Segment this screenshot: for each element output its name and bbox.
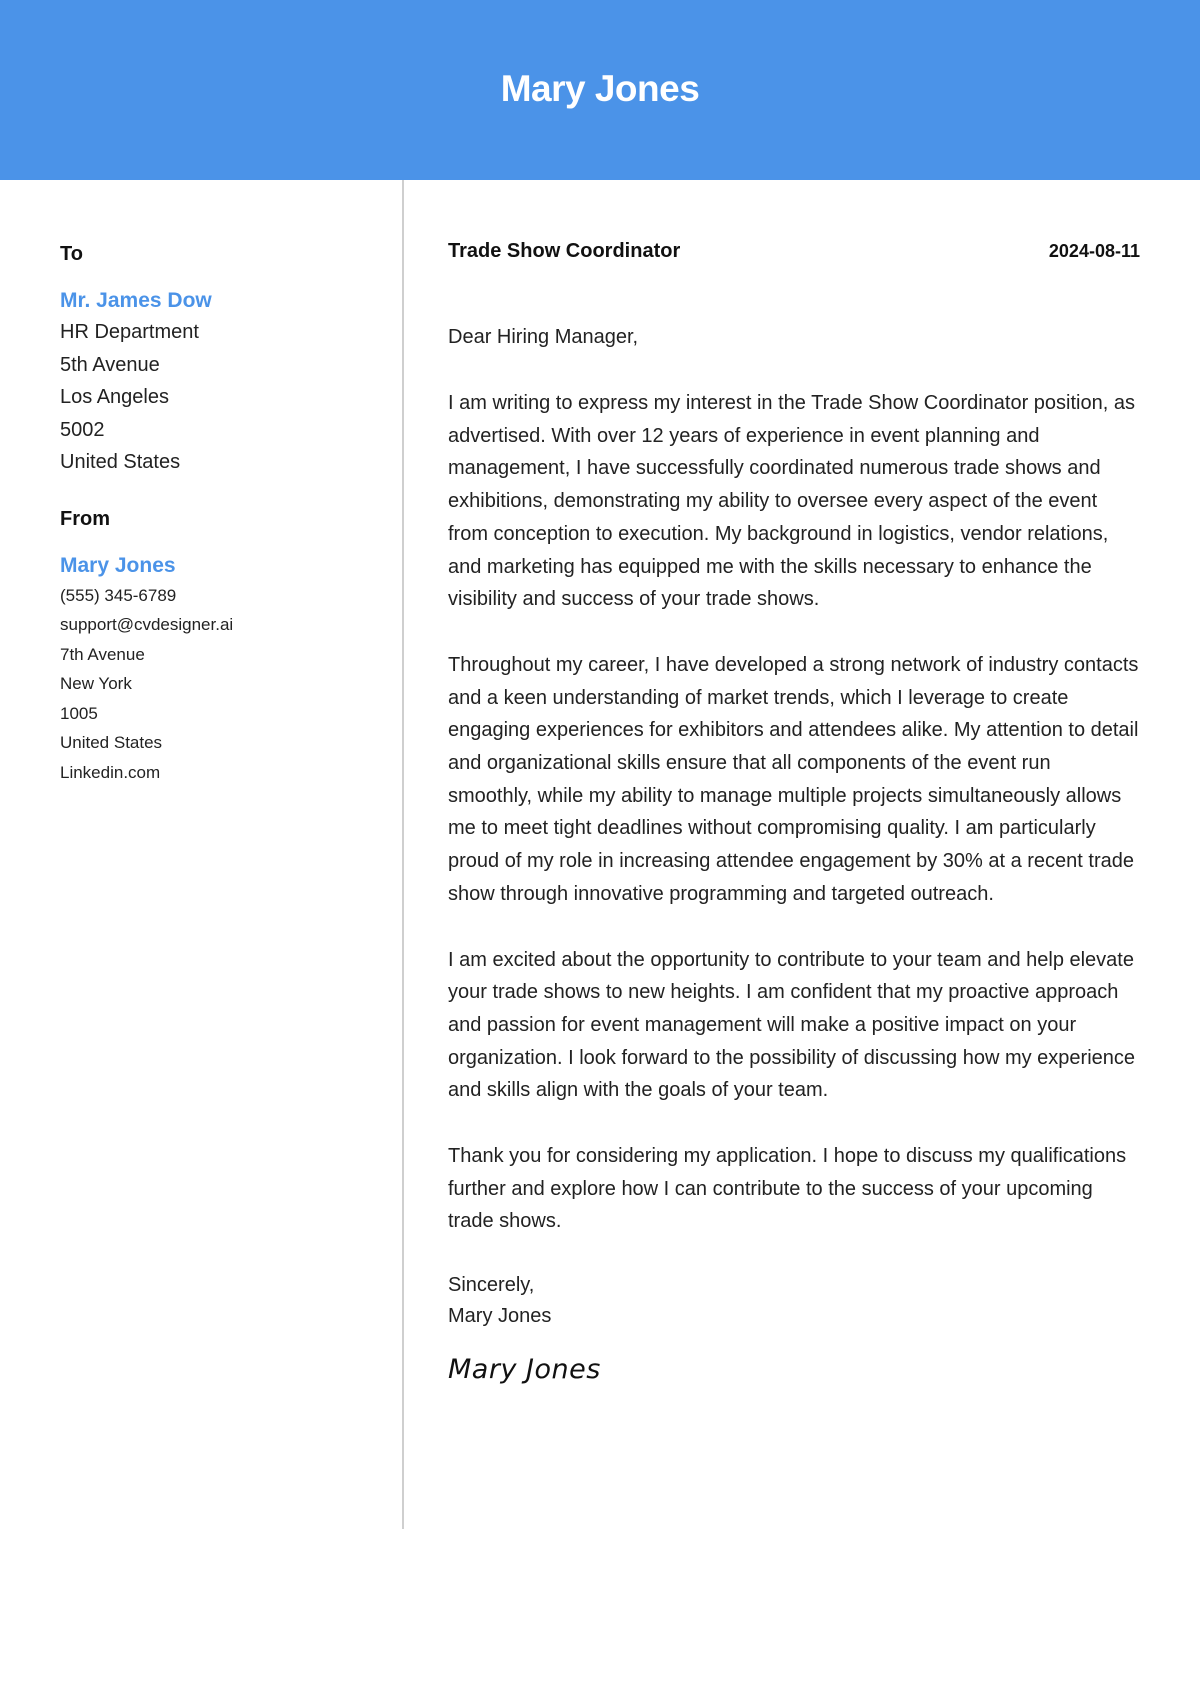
greeting: Dear Hiring Manager, — [448, 326, 639, 348]
sender-city: New York — [60, 674, 132, 693]
recipient-city: Los Angeles — [60, 386, 169, 408]
paragraph-4: Thank you for considering my application. I hope to discuss my qualifications further and explore how I can contribute to the success of your upcoming trade shows. — [448, 1145, 1127, 1233]
sender-email: support@cvdesigner.ai — [60, 615, 234, 634]
handwritten-signature: Mary Jones — [448, 1354, 601, 1386]
closing-name: Mary Jones — [448, 1305, 552, 1328]
recipient-department: HR Department — [60, 321, 199, 343]
letter-title-row — [448, 240, 1140, 274]
recipient-block — [60, 240, 380, 479]
to-heading: To — [60, 243, 83, 265]
recipient-postal-code: 5002 — [60, 418, 105, 441]
sender-street: 7th Avenue — [60, 644, 145, 664]
sender-phone: (555) 345-6789 — [60, 585, 177, 605]
recipient-street: 5th Avenue — [60, 353, 160, 376]
applicant-name-title: Mary Jones — [500, 68, 700, 109]
letter-date: 2024-08-11 — [1048, 241, 1140, 261]
job-title: Trade Show Coordinator — [448, 240, 681, 262]
sidebar — [60, 240, 380, 787]
sender-linkedin: Linkedin.com — [60, 762, 161, 782]
letter-body — [448, 240, 1140, 1385]
sender-country: United States — [60, 733, 163, 752]
header-banner — [0, 0, 1200, 180]
paragraph-3: I am excited about the opportunity to contribute to your team and help elevate your trade shows to new heights. I am confident that my proactive approach and passion for event management will make a positive impact on your organization. I look forward to the possibility of discussing how my experience and skills align with the goals of your team. — [448, 948, 1136, 1102]
recipient-country: United States — [60, 451, 181, 473]
sender-name: Mary Jones — [60, 553, 176, 577]
column-divider — [402, 180, 404, 1529]
from-heading: From — [60, 507, 110, 530]
paragraph-1: I am writing to express my interest in the Trade Show Coordinator position, as advertised. With over 12 years of experience in event planning and management, I have successfully coordinated numerous trade shows and exhibitions, demonstrating my ability to oversee every aspect of the event from conception to execution. My background in logistics, vendor relations, and marketing has equipped me with the skills necessary to enhance the visibility and success of your trade shows. — [448, 392, 1135, 611]
sender-postal-code: 1005 — [60, 703, 98, 723]
paragraph-2: Throughout my career, I have developed a strong network of industry contacts and a keen understanding of market trends, which I leverage to create engaging experiences for exhibitors and attendees alike. My attention to detail and organizational skills ensure that all components of the event run smoothly, while my ability to manage multiple projects simultaneously allows me to meet tight deadlines without compromising quality. I am particularly proud of my role in increasing attendee engagement by 30% at a recent trade show through innovative programming and targeted outreach. — [448, 653, 1139, 905]
closing-salutation: Sincerely, — [448, 1274, 535, 1297]
closing-block — [448, 1270, 1140, 1332]
recipient-name: Mr. James Dow — [60, 289, 212, 312]
sender-block — [60, 505, 380, 788]
